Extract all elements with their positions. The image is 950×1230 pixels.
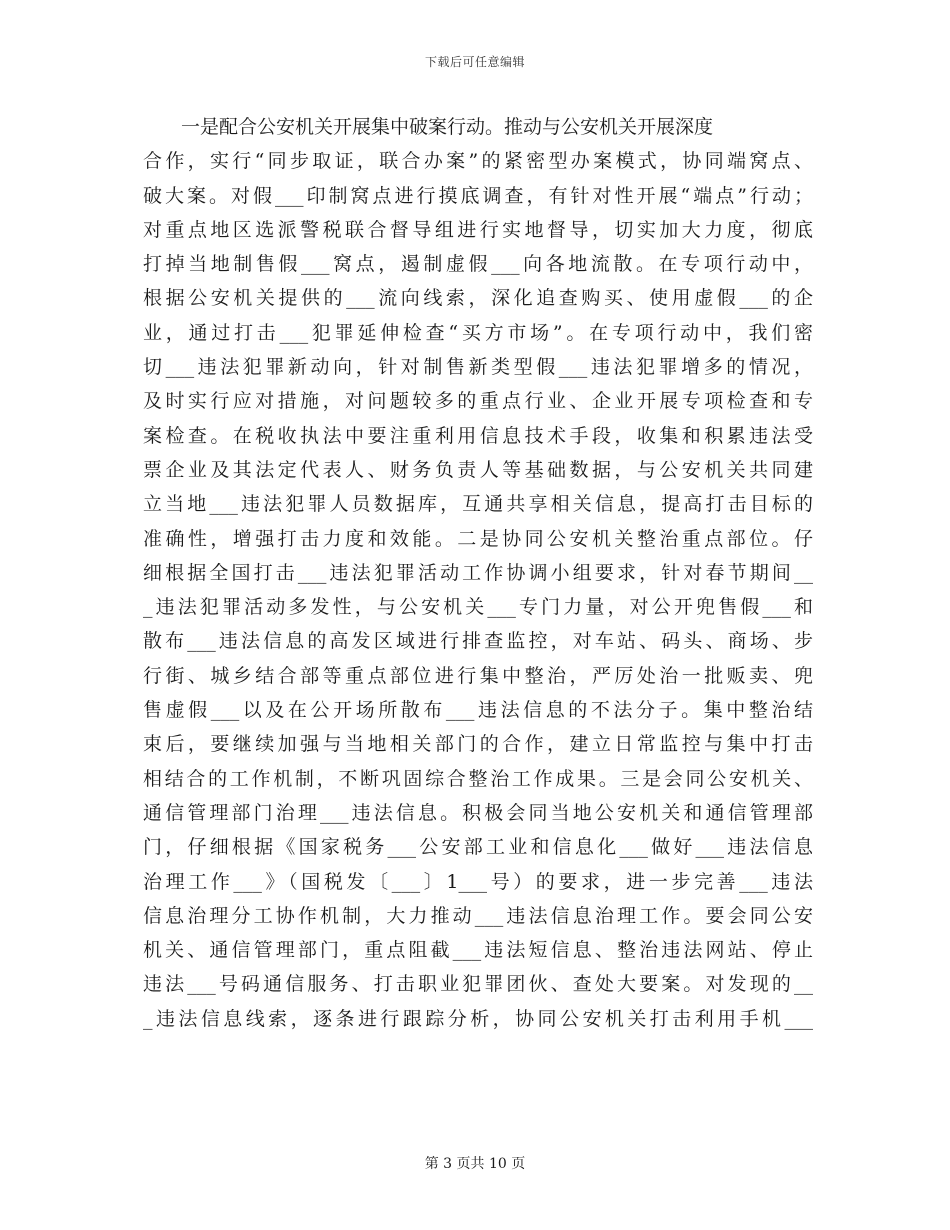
text-line: 售虚假___以及在公开场所散布___违法信息的不法分子。集中整治结 (143, 699, 813, 722)
text-line: 对重点地区选派警税联合督导组进行实地督导，切实加大力度，彻底 (143, 218, 813, 241)
text-line: 信息治理分工协作机制，大力推动___违法信息治理工作。要会同公安 (143, 904, 813, 927)
text-line: 立当地___违法犯罪人员数据库，互通共享相关信息，提高打击目标的 (143, 493, 813, 516)
text-line: 根据公安机关提供的___流向线索，深化追查购买、使用虚假___的企 (143, 287, 813, 310)
text-line: 票企业及其法定代表人、财务负责人等基础数据，与公安机关共同建 (143, 458, 813, 481)
page-header: 下载后可任意编辑 (424, 55, 525, 69)
text-line: 破大案。对假___印制窝点进行摸底调查，有针对性开展“端点”行动； (143, 184, 813, 207)
text-line: 通信管理部门治理___违法信息。积极会同当地公安机关和通信管理部 (143, 801, 813, 824)
text-line: 细根据全国打击___违法犯罪活动工作协调小组要求，针对春节期间__ (143, 561, 813, 584)
text-line: 相结合的工作机制，不断巩固综合整治工作成果。三是会同公安机关、 (143, 767, 813, 790)
text-line: 散布___违法信息的高发区域进行排查监控，对车站、码头、商场、步 (143, 630, 813, 653)
text-line: 机关、通信管理部门，重点阻截___违法短信息、整治违法网站、停止 (143, 939, 813, 962)
text-line: 准确性，增强打击力度和效能。二是协同公安机关整治重点部位。仔 (143, 527, 813, 550)
text-line: 一是配合公安机关开展集中破案行动。推动与公安机关开展深度 (181, 116, 714, 138)
text-line: 门，仔细根据《国家税务___公安部工业和信息化___做好___违法信息 (143, 836, 813, 859)
text-line: _违法犯罪活动多发性，与公安机关___专门力量，对公开兜售假___和 (143, 596, 813, 619)
document-body (143, 110, 813, 1036)
text-line: 案检查。在税收执法中要注重利用信息技术手段，收集和积累违法受 (143, 424, 813, 447)
text-line: 合作，实行“同步取证，联合办案”的紧密型办案模式，协同端窝点、 (143, 150, 813, 173)
text-line: 治理工作___》（国税发〔___〕1___号）的要求，进一步完善___违法 (143, 870, 813, 893)
text-line: 违法___号码通信服务、打击职业犯罪团伙、查处大要案。对发现的__ (143, 973, 813, 996)
text-line: 切___违法犯罪新动向，针对制售新类型假___违法犯罪增多的情况， (143, 356, 813, 379)
text-line: 束后，要继续加强与当地相关部门的合作，建立日常监控与集中打击 (143, 733, 813, 756)
text-line: 及时实行应对措施，对问题较多的重点行业、企业开展专项检查和专 (143, 390, 813, 413)
text-line: 业，通过打击___犯罪延伸检查“买方市场”。在专项行动中，我们密 (143, 321, 813, 344)
text-line: _违法信息线索，逐条进行跟踪分析，协同公安机关打击利用手机___ (143, 1007, 813, 1030)
page-number: 第 3 页共 10 页 (424, 1156, 526, 1172)
text-line: 打掉当地制售假___窝点，遏制虚假___向各地流散。在专项行动中， (143, 253, 813, 276)
text-line: 行街、城乡结合部等重点部位进行集中整治，严厉处治一批贩卖、兜 (143, 664, 813, 687)
